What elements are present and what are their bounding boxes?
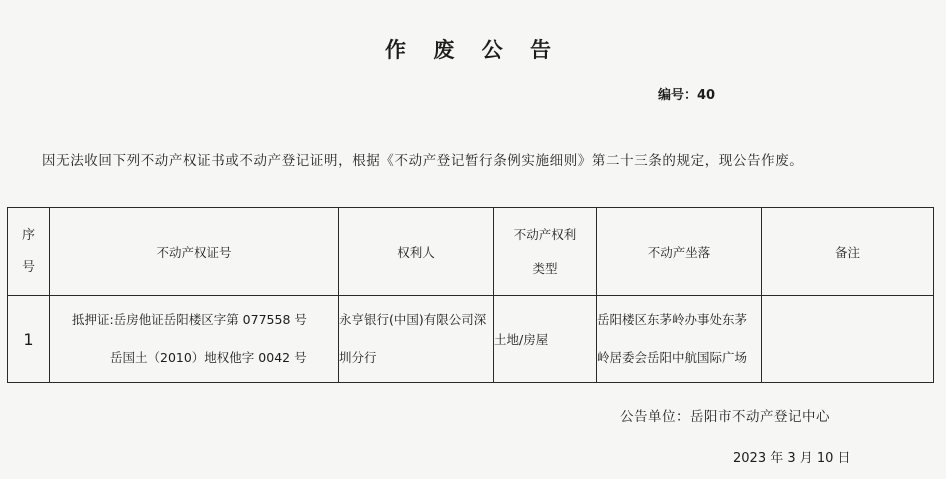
- row-cert-number: [50, 296, 339, 383]
- row-remark: [762, 296, 934, 383]
- intro-paragraph: 因无法收回下列不动产权证书或不动产登记证明，根据《不动产登记暂行条例实施细则》第二十三条的规定，现公告作废。: [42, 153, 804, 169]
- table-row: [8, 296, 934, 383]
- cert-line-2: 岳国土（2010）地权他字 0042 号: [110, 350, 307, 365]
- issue-date: 2023 年 3 月 10 日: [733, 451, 851, 466]
- header-serial-no: [8, 208, 50, 296]
- header-right-type: [494, 208, 597, 296]
- serial-number: 编号：40: [658, 88, 716, 103]
- location-line-1: 岳阳楼区东茅岭办事处东茅: [597, 312, 748, 327]
- row-right-type: 土地/房屋: [494, 296, 597, 383]
- row-holder: [339, 296, 494, 383]
- header-serial-no-line2: 号: [21, 259, 35, 275]
- row-location: [597, 296, 762, 383]
- header-cert-number: 不动产权证号: [50, 208, 339, 296]
- header-serial-no-line1: 序: [21, 227, 35, 243]
- holder-line-2: 圳分行: [339, 350, 377, 365]
- location-line-2: 岭居委会岳阳中航国际广场: [597, 350, 748, 365]
- table-header-row: [8, 208, 934, 296]
- issuer-line: 公告单位：岳阳市不动产登记中心: [620, 409, 830, 425]
- holder-line-1: 永亨银行(中国)有限公司深: [339, 312, 487, 327]
- cert-line-1: 抵押证:岳房他证岳阳楼区字第 077558 号: [72, 312, 307, 327]
- header-location: 不动产坐落: [597, 208, 762, 296]
- header-remark: 备注: [762, 208, 934, 296]
- header-right-type-line1: 不动产权利: [513, 226, 577, 242]
- header-right-type-line2: 类型: [532, 260, 558, 276]
- header-holder: 权利人: [339, 208, 494, 296]
- notice-title: 作 废 公 告: [385, 38, 561, 62]
- row-serial-no: 1: [8, 296, 50, 383]
- revocation-table: [7, 207, 934, 383]
